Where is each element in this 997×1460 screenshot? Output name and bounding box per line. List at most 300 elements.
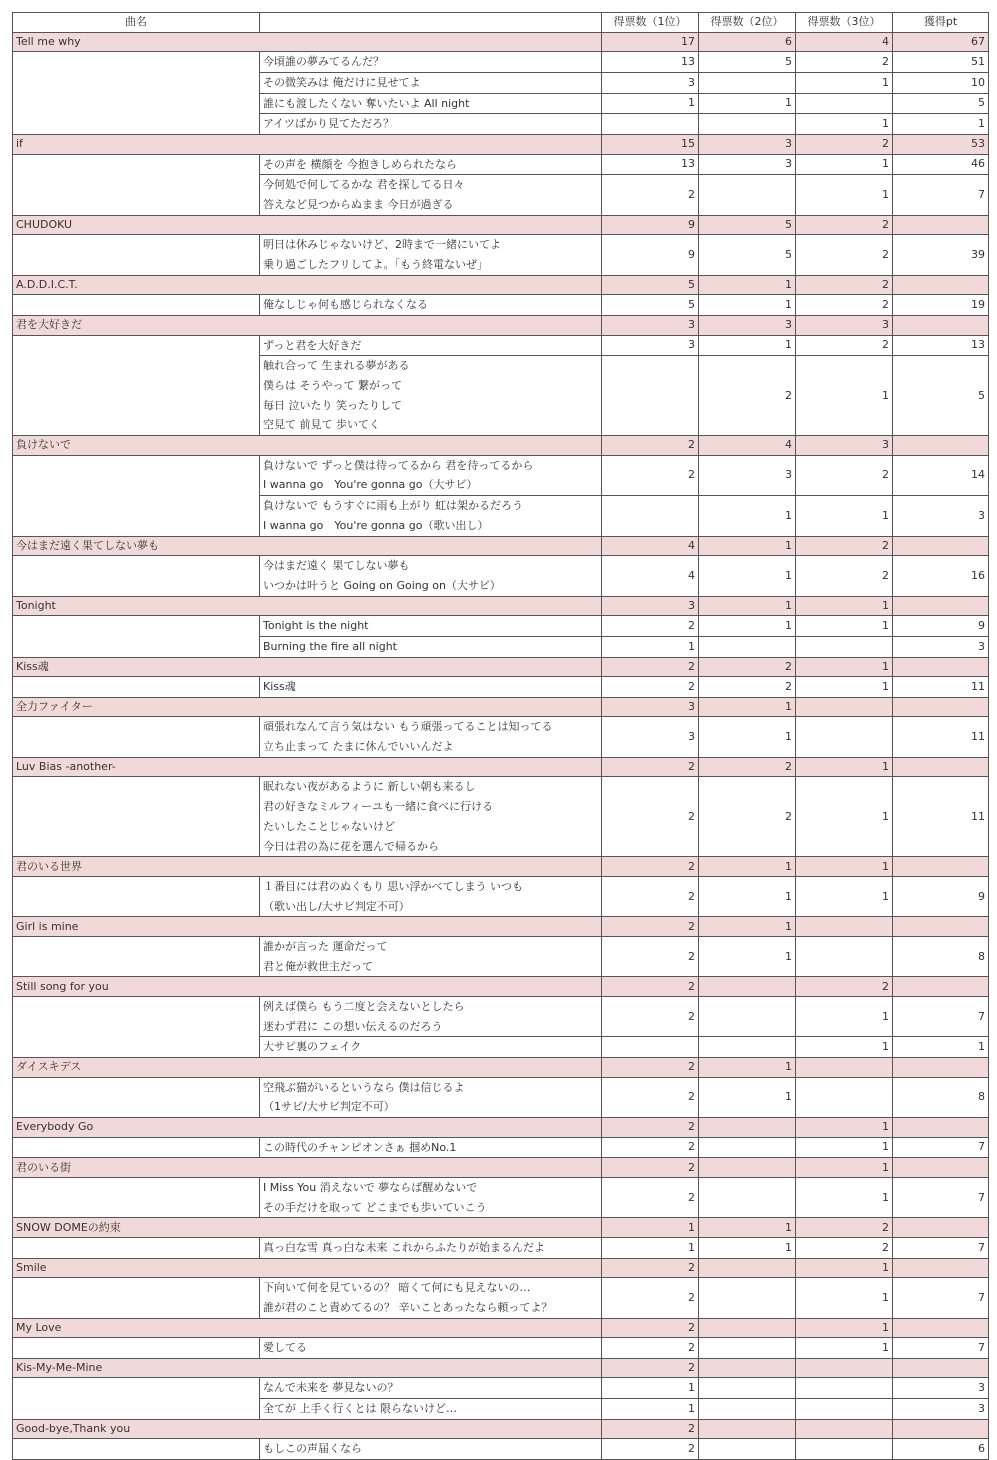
phrase-line: アイツばかり見てただろ？ bbox=[263, 117, 395, 131]
votes-1st: 2 bbox=[602, 1318, 699, 1338]
votes-1st: 1 bbox=[602, 1378, 699, 1399]
points bbox=[893, 1318, 989, 1338]
phrase-text bbox=[260, 72, 602, 93]
votes-1st: 2 bbox=[602, 1358, 699, 1378]
votes-3rd: 2 bbox=[796, 455, 893, 495]
votes-3rd: 1 bbox=[796, 1177, 893, 1217]
votes-3rd: 2 bbox=[796, 335, 893, 356]
votes-3rd: 1 bbox=[796, 1037, 893, 1058]
phrase-text bbox=[260, 1077, 602, 1117]
votes-3rd bbox=[796, 717, 893, 757]
votes-2nd: 2 bbox=[699, 757, 796, 777]
phrase-line: 愛してる bbox=[263, 1341, 307, 1355]
points bbox=[893, 1358, 989, 1378]
points: 7 bbox=[893, 1177, 989, 1217]
phrase-text bbox=[260, 876, 602, 916]
points bbox=[893, 977, 989, 997]
song-row bbox=[13, 1158, 989, 1178]
song-row bbox=[13, 436, 989, 456]
points bbox=[893, 275, 989, 295]
phrase-text bbox=[260, 52, 602, 73]
points bbox=[893, 1117, 989, 1137]
votes-3rd: 2 bbox=[796, 536, 893, 556]
phrase-line: たいしたことじゃないけど bbox=[263, 819, 395, 833]
votes-2nd bbox=[699, 1037, 796, 1058]
votes-3rd: 1 bbox=[796, 1278, 893, 1318]
phrase-line: 君の好きなミルフィーユも一緒に食べに行ける bbox=[263, 800, 494, 814]
points: 7 bbox=[893, 1338, 989, 1359]
votes-3rd bbox=[796, 1358, 893, 1378]
points: 3 bbox=[893, 496, 989, 536]
song-row bbox=[13, 697, 989, 717]
votes-1st: 2 bbox=[602, 977, 699, 997]
votes-3rd: 1 bbox=[796, 72, 893, 93]
song-row bbox=[13, 596, 989, 616]
header-points: 獲得pt bbox=[893, 13, 989, 33]
song-title: 今はまだ遠く果てしない夢も bbox=[13, 536, 602, 556]
votes-1st: 2 bbox=[602, 1117, 699, 1137]
song-spacer bbox=[13, 1137, 260, 1158]
song-title: 負けないで bbox=[13, 436, 602, 456]
song-row bbox=[13, 1318, 989, 1338]
votes-1st: 3 bbox=[602, 697, 699, 717]
votes-2nd: 1 bbox=[699, 917, 796, 937]
song-title: 君のいる世界 bbox=[13, 857, 602, 877]
votes-2nd bbox=[699, 1278, 796, 1318]
song-spacer bbox=[13, 1378, 260, 1419]
points bbox=[893, 857, 989, 877]
song-title: 全力ファイター bbox=[13, 697, 602, 717]
votes-1st: 2 bbox=[602, 1137, 699, 1158]
votes-2nd: 5 bbox=[699, 52, 796, 73]
phrase-line: その手だけを取って どこまでも歩いていこう bbox=[263, 1200, 487, 1214]
song-row bbox=[13, 536, 989, 556]
votes-1st: 2 bbox=[602, 1177, 699, 1217]
song-row bbox=[13, 32, 989, 52]
points bbox=[893, 596, 989, 616]
phrase-row bbox=[13, 455, 989, 495]
phrase-text bbox=[260, 356, 602, 436]
phrase-line: 空飛ぶ猫がいるというなら 僕は信じるよ bbox=[263, 1080, 465, 1094]
phrase-line: I wanna go You're gonna go（大サビ） bbox=[263, 478, 478, 492]
phrase-text bbox=[260, 677, 602, 698]
votes-1st: 4 bbox=[602, 536, 699, 556]
song-spacer bbox=[13, 1278, 260, 1318]
points bbox=[893, 1057, 989, 1077]
phrase-line: （1サビ/大サビ判定不可） bbox=[263, 1100, 395, 1114]
phrase-line: 空見て 前見て 歩いてく bbox=[263, 418, 380, 432]
votes-1st: 3 bbox=[602, 596, 699, 616]
points: 14 bbox=[893, 455, 989, 495]
phrase-text bbox=[260, 717, 602, 757]
points: 67 bbox=[893, 32, 989, 52]
phrase-text bbox=[260, 114, 602, 135]
song-spacer bbox=[13, 1439, 260, 1460]
song-title: if bbox=[13, 135, 602, 155]
votes-3rd bbox=[796, 1399, 893, 1420]
votes-2nd bbox=[699, 1378, 796, 1399]
votes-2nd: 1 bbox=[699, 295, 796, 316]
points: 16 bbox=[893, 556, 989, 596]
votes-3rd bbox=[796, 917, 893, 937]
votes-1st: 1 bbox=[602, 1399, 699, 1420]
phrase-row bbox=[13, 1338, 989, 1359]
phrase-line: 負けないで もうすぐに雨も上がり 虹は架かるだろう bbox=[263, 499, 523, 513]
phrase-row bbox=[13, 154, 989, 175]
song-title: Kis-My-Me-Mine bbox=[13, 1358, 602, 1378]
votes-2nd bbox=[699, 636, 796, 657]
votes-3rd: 2 bbox=[796, 1218, 893, 1238]
votes-1st bbox=[602, 356, 699, 436]
phrase-row bbox=[13, 52, 989, 73]
votes-1st: 2 bbox=[602, 1419, 699, 1439]
votes-2nd: 3 bbox=[699, 154, 796, 175]
votes-2nd bbox=[699, 1358, 796, 1378]
phrase-row bbox=[13, 1077, 989, 1117]
phrase-line: なんで未来を 夢見ないの？ bbox=[263, 1381, 399, 1395]
votes-3rd: 3 bbox=[796, 436, 893, 456]
votes-2nd: 1 bbox=[699, 876, 796, 916]
header-votes-1st: 得票数（1位） bbox=[602, 13, 699, 33]
votes-2nd: 1 bbox=[699, 556, 796, 596]
points: 11 bbox=[893, 717, 989, 757]
points: 3 bbox=[893, 636, 989, 657]
phrase-line: 乗り過ごしたフリしてよ。「もう終電ないぜ」 bbox=[263, 258, 489, 271]
song-spacer bbox=[13, 1177, 260, 1217]
votes-3rd: 2 bbox=[796, 556, 893, 596]
phrase-text bbox=[260, 496, 602, 536]
song-spacer bbox=[13, 1338, 260, 1359]
votes-3rd bbox=[796, 1419, 893, 1439]
votes-2nd: 5 bbox=[699, 215, 796, 235]
points bbox=[893, 757, 989, 777]
votes-2nd bbox=[699, 996, 796, 1036]
phrase-text bbox=[260, 1439, 602, 1460]
votes-3rd: 1 bbox=[796, 496, 893, 536]
points bbox=[893, 657, 989, 677]
votes-1st: 17 bbox=[602, 32, 699, 52]
votes-3rd: 2 bbox=[796, 1237, 893, 1258]
song-spacer bbox=[13, 1077, 260, 1117]
votes-2nd: 1 bbox=[699, 275, 796, 295]
phrase-line: 君と俺が救世主だって bbox=[263, 959, 373, 973]
votes-3rd: 1 bbox=[796, 1318, 893, 1338]
votes-3rd: 1 bbox=[796, 1117, 893, 1137]
header-votes-2nd: 得票数（2位） bbox=[699, 13, 796, 33]
votes-1st: 2 bbox=[602, 996, 699, 1036]
votes-2nd: 4 bbox=[699, 436, 796, 456]
votes-3rd: 1 bbox=[796, 657, 893, 677]
votes-3rd: 3 bbox=[796, 316, 893, 336]
points: 6 bbox=[893, 1439, 989, 1460]
song-title: SNOW DOMEの約束 bbox=[13, 1218, 602, 1238]
song-row bbox=[13, 977, 989, 997]
points bbox=[893, 215, 989, 235]
votes-1st: 2 bbox=[602, 936, 699, 976]
points: 7 bbox=[893, 1278, 989, 1318]
votes-1st: 2 bbox=[602, 876, 699, 916]
votes-2nd: 1 bbox=[699, 93, 796, 114]
votes-1st: 2 bbox=[602, 1077, 699, 1117]
votes-1st: 2 bbox=[602, 1338, 699, 1359]
votes-2nd: 2 bbox=[699, 657, 796, 677]
vote-table bbox=[12, 12, 989, 1460]
song-title: 君を大好きだ bbox=[13, 316, 602, 336]
votes-3rd: 2 bbox=[796, 275, 893, 295]
phrase-text bbox=[260, 1237, 602, 1258]
votes-3rd: 1 bbox=[796, 616, 893, 637]
song-spacer bbox=[13, 936, 260, 976]
song-title: Girl is mine bbox=[13, 917, 602, 937]
votes-2nd bbox=[699, 1177, 796, 1217]
votes-1st: 15 bbox=[602, 135, 699, 155]
phrase-text bbox=[260, 335, 602, 356]
phrase-line: もしこの声届くなら bbox=[263, 1442, 362, 1456]
song-spacer bbox=[13, 335, 260, 436]
phrase-row bbox=[13, 1378, 989, 1399]
phrase-line: 誰にも渡したくない 奪いたいよ All night bbox=[263, 96, 470, 110]
song-row bbox=[13, 316, 989, 336]
phrase-line: 俺なしじゃ何も感じられなくなる bbox=[263, 298, 428, 312]
votes-3rd: 1 bbox=[796, 677, 893, 698]
votes-3rd: 2 bbox=[796, 235, 893, 275]
votes-1st: 13 bbox=[602, 52, 699, 73]
points: 7 bbox=[893, 175, 989, 215]
votes-2nd bbox=[699, 977, 796, 997]
votes-2nd bbox=[699, 1399, 796, 1420]
votes-2nd: 1 bbox=[699, 936, 796, 976]
points bbox=[893, 1419, 989, 1439]
phrase-text bbox=[260, 996, 602, 1036]
phrase-line: 迷わず君に この想い伝えるのだろう bbox=[263, 1019, 443, 1033]
phrase-line: I Miss You 消えないで 夢ならば醒めないで bbox=[263, 1180, 478, 1194]
phrase-line: 触れ合って 生まれる夢がある bbox=[263, 359, 410, 373]
votes-1st bbox=[602, 114, 699, 135]
votes-2nd bbox=[699, 1158, 796, 1178]
phrase-line: 例えば僕ら もう二度と会えないとしたら bbox=[263, 999, 465, 1013]
phrase-line: 毎日 泣いたり 笑ったりして bbox=[263, 398, 402, 412]
phrase-row bbox=[13, 235, 989, 275]
points: 7 bbox=[893, 1237, 989, 1258]
phrase-line: 下向いて何を見ているの？ 暗くて何にも見えないの… bbox=[263, 1281, 531, 1295]
points: 8 bbox=[893, 1077, 989, 1117]
phrase-line: 負けないで ずっと僕は待ってるから 君を待ってるから bbox=[263, 458, 534, 472]
votes-3rd: 1 bbox=[796, 996, 893, 1036]
points: 1 bbox=[893, 114, 989, 135]
votes-2nd: 1 bbox=[699, 1218, 796, 1238]
song-title: Luv Bias -another- bbox=[13, 757, 602, 777]
votes-1st: 5 bbox=[602, 295, 699, 316]
votes-1st: 2 bbox=[602, 657, 699, 677]
votes-3rd bbox=[796, 936, 893, 976]
phrase-line: 誰が君のこと責めてるの？ 辛いことあったなら頼ってよ？ bbox=[263, 1300, 553, 1314]
votes-3rd: 2 bbox=[796, 295, 893, 316]
song-spacer bbox=[13, 616, 260, 657]
song-row bbox=[13, 135, 989, 155]
votes-1st: 9 bbox=[602, 215, 699, 235]
votes-2nd: 1 bbox=[699, 697, 796, 717]
votes-2nd: 1 bbox=[699, 1057, 796, 1077]
votes-1st: 3 bbox=[602, 335, 699, 356]
phrase-row bbox=[13, 1137, 989, 1158]
phrase-text bbox=[260, 1338, 602, 1359]
song-title: Kiss魂 bbox=[13, 657, 602, 677]
phrase-text bbox=[260, 1399, 602, 1420]
song-row bbox=[13, 657, 989, 677]
phrase-line: （歌い出し/大サビ判定不可） bbox=[263, 899, 410, 913]
votes-3rd: 4 bbox=[796, 32, 893, 52]
header-phrase bbox=[260, 13, 602, 33]
song-title: A.D.D.I.C.T. bbox=[13, 275, 602, 295]
points: 53 bbox=[893, 135, 989, 155]
points: 10 bbox=[893, 72, 989, 93]
phrase-text bbox=[260, 777, 602, 857]
votes-3rd: 1 bbox=[796, 114, 893, 135]
votes-2nd bbox=[699, 1258, 796, 1278]
song-row bbox=[13, 215, 989, 235]
song-row bbox=[13, 1218, 989, 1238]
phrase-text bbox=[260, 556, 602, 596]
votes-3rd: 1 bbox=[796, 876, 893, 916]
votes-2nd: 1 bbox=[699, 596, 796, 616]
votes-1st bbox=[602, 496, 699, 536]
points bbox=[893, 316, 989, 336]
phrase-row bbox=[13, 616, 989, 637]
song-title: Good-bye,Thank you bbox=[13, 1419, 602, 1439]
points bbox=[893, 536, 989, 556]
points bbox=[893, 1218, 989, 1238]
points: 3 bbox=[893, 1378, 989, 1399]
song-row bbox=[13, 757, 989, 777]
phrase-text bbox=[260, 154, 602, 175]
votes-3rd: 1 bbox=[796, 1338, 893, 1359]
votes-2nd bbox=[699, 1419, 796, 1439]
points: 39 bbox=[893, 235, 989, 275]
song-row bbox=[13, 275, 989, 295]
points: 46 bbox=[893, 154, 989, 175]
song-spacer bbox=[13, 876, 260, 916]
votes-1st: 1 bbox=[602, 1218, 699, 1238]
votes-3rd bbox=[796, 636, 893, 657]
votes-1st: 2 bbox=[602, 857, 699, 877]
points bbox=[893, 1158, 989, 1178]
phrase-text bbox=[260, 936, 602, 976]
phrase-row bbox=[13, 876, 989, 916]
points bbox=[893, 1258, 989, 1278]
votes-3rd: 1 bbox=[796, 175, 893, 215]
phrase-text bbox=[260, 235, 602, 275]
votes-1st: 2 bbox=[602, 1439, 699, 1460]
song-spacer bbox=[13, 295, 260, 316]
votes-3rd: 1 bbox=[796, 757, 893, 777]
votes-1st bbox=[602, 1037, 699, 1058]
points: 51 bbox=[893, 52, 989, 73]
song-spacer bbox=[13, 677, 260, 698]
votes-2nd: 3 bbox=[699, 316, 796, 336]
votes-1st: 13 bbox=[602, 154, 699, 175]
song-title: CHUDOKU bbox=[13, 215, 602, 235]
votes-3rd bbox=[796, 1057, 893, 1077]
phrase-line: 大サビ裏のフェイク bbox=[263, 1040, 362, 1054]
votes-2nd: 1 bbox=[699, 335, 796, 356]
phrase-row bbox=[13, 996, 989, 1036]
votes-3rd: 2 bbox=[796, 215, 893, 235]
phrase-line: その声を 横顔を 今抱きしめられたなら bbox=[263, 157, 457, 171]
votes-1st: 2 bbox=[602, 1258, 699, 1278]
phrase-text bbox=[260, 616, 602, 637]
phrase-line: 僕らは そうやって 繋がって bbox=[263, 379, 402, 392]
phrase-line: いつかは叶うと Going on Going on（大サビ） bbox=[263, 578, 501, 592]
votes-2nd: 1 bbox=[699, 857, 796, 877]
phrase-text bbox=[260, 1037, 602, 1058]
votes-2nd: 1 bbox=[699, 717, 796, 757]
song-title: 君のいる街 bbox=[13, 1158, 602, 1178]
song-spacer bbox=[13, 52, 260, 135]
song-row bbox=[13, 857, 989, 877]
phrase-text bbox=[260, 455, 602, 495]
votes-1st: 3 bbox=[602, 72, 699, 93]
votes-1st: 1 bbox=[602, 1237, 699, 1258]
song-spacer bbox=[13, 717, 260, 757]
phrase-line: 今日は君の為に花を選んで帰るから bbox=[263, 839, 439, 853]
votes-1st: 9 bbox=[602, 235, 699, 275]
song-title: My Love bbox=[13, 1318, 602, 1338]
points: 19 bbox=[893, 295, 989, 316]
votes-1st: 2 bbox=[602, 1158, 699, 1178]
votes-1st: 5 bbox=[602, 275, 699, 295]
points bbox=[893, 436, 989, 456]
song-title: Tonight bbox=[13, 596, 602, 616]
phrase-row bbox=[13, 556, 989, 596]
votes-3rd: 1 bbox=[796, 154, 893, 175]
song-row bbox=[13, 1258, 989, 1278]
phrase-line: 今はまだ遠く 果てしない夢も bbox=[263, 559, 410, 573]
phrase-line: 立ち止まって たまに休んでいいんだよ bbox=[263, 740, 454, 754]
votes-2nd bbox=[699, 1137, 796, 1158]
phrase-line: 頑張れなんて言う気はない もう頑張ってることは知ってる bbox=[263, 720, 553, 734]
votes-3rd: 1 bbox=[796, 596, 893, 616]
votes-3rd bbox=[796, 697, 893, 717]
phrase-row bbox=[13, 1439, 989, 1460]
votes-1st: 2 bbox=[602, 455, 699, 495]
votes-3rd bbox=[796, 1439, 893, 1460]
phrase-line: Burning the fire all night bbox=[263, 639, 397, 653]
points: 9 bbox=[893, 876, 989, 916]
header-song-name: 曲名 bbox=[13, 13, 260, 33]
phrase-row bbox=[13, 936, 989, 976]
votes-3rd bbox=[796, 93, 893, 114]
song-row bbox=[13, 1117, 989, 1137]
points: 1 bbox=[893, 1037, 989, 1058]
votes-3rd bbox=[796, 1077, 893, 1117]
song-spacer bbox=[13, 235, 260, 275]
phrase-line: 誰かが言った 運命だって bbox=[263, 939, 388, 953]
phrase-text bbox=[260, 1378, 602, 1399]
phrase-line: 今何処で何してるかな 君を探してる日々 bbox=[263, 178, 465, 192]
votes-2nd: 3 bbox=[699, 135, 796, 155]
points: 5 bbox=[893, 356, 989, 436]
phrase-line: １番目には君のぬくもり 思い浮かべてしまう いつも bbox=[263, 879, 523, 893]
votes-1st: 2 bbox=[602, 616, 699, 637]
song-spacer bbox=[13, 455, 260, 536]
song-spacer bbox=[13, 1237, 260, 1258]
phrase-text bbox=[260, 636, 602, 657]
votes-3rd: 1 bbox=[796, 1258, 893, 1278]
song-spacer bbox=[13, 996, 260, 1057]
song-title: Still song for you bbox=[13, 977, 602, 997]
phrase-line: その微笑みは 俺だけに見せてよ bbox=[263, 75, 421, 89]
phrase-text bbox=[260, 295, 602, 316]
